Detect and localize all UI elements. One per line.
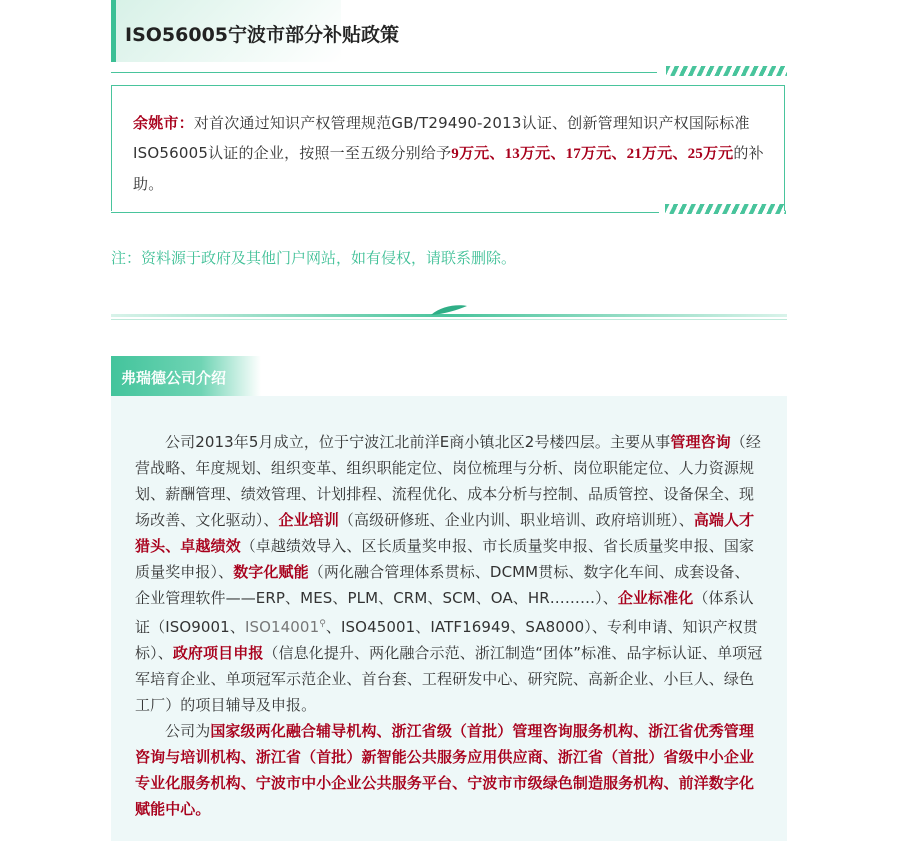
- header-stripes: [666, 66, 787, 76]
- intro-text: （卓越绩效导入、区长质量奖申报、市长质量奖申报、省长质量奖申报、国家质量奖申报）、: [135, 537, 755, 581]
- intro-text: （两化融合管理体系贯标、DCMM贯标、数字化车间、成套设备、 企业管理软件——ERP、MES、PLM、CRM、SCM、OA、HR………）、: [135, 563, 750, 607]
- policy-box: [111, 85, 785, 211]
- intro-text: 公司为: [165, 722, 211, 740]
- intro-text: （高级研修班、企业内训、职业培训、政府培训班）、: [338, 511, 694, 529]
- divider-line: [111, 319, 787, 320]
- intro-paragraph-2: [135, 718, 765, 822]
- policy-text-b: 的补助。: [133, 144, 764, 193]
- intro-highlight: 企业标准化: [617, 589, 694, 607]
- intro-link-text[interactable]: ISO14001: [244, 618, 320, 636]
- company-intro-title: 弗瑞德公司介绍: [121, 369, 227, 387]
- section-divider: [111, 310, 787, 324]
- source-note: 注：资料源于政府及其他门户网站，如有侵权，请联系删除。: [111, 249, 517, 267]
- intro-highlight: 政府项目申报: [172, 644, 264, 662]
- intro-highlight: 国家级两化融合辅导机构、浙江省级（首批）管理咨询服务机构、浙江省优秀管理咨询与培训机构、浙江省（首批）新智能公共服务应用供应商、浙江省（首批）省级中小企业专业化服务机构、宁波市中小企业公共服务平台、宁波市市级绿色制造服务机构、前洋数字化赋能中心。: [135, 722, 755, 818]
- header-underline: [111, 72, 657, 73]
- header-accent-bar: [111, 0, 116, 62]
- leaf-icon: [429, 304, 469, 316]
- policy-text-a: 对首次通过知识产权管理规范GB/T29490-2013认证、创新管理知识产权国际标准ISO56005认证的企业，按照一至五级分别给予: [133, 114, 750, 162]
- intro-text: （体系认证（ISO9001、: [135, 589, 754, 636]
- company-intro-content: [135, 429, 765, 822]
- search-icon[interactable]: ⚲: [319, 619, 326, 629]
- intro-text: （经营战略、年度规划、组织变革、组织职能定位、岗位梳理与分析、岗位职能定位、人力资源规划、薪酬管理、绩效管理、计划排程、流程优化、成本分析与控制、品质管控、设备保全、现场改善、文化驱动）、: [135, 433, 761, 529]
- section-header: [111, 0, 787, 75]
- intro-text: （信息化提升、两化融合示范、浙江制造“团体”标准、品字标认证、单项冠军培育企业、单项冠军示范企业、首台套、工程研发中心、研究院、高新企业、小巨人、绿色工厂）的项目辅导及申报。: [135, 644, 763, 714]
- intro-text: 公司2013年5月成立，位于宁波江北前洋E商小镇北区2号楼四层。主要从事: [165, 433, 671, 451]
- box-bottom-line: [111, 212, 659, 213]
- policy-amounts: 9万元、13万元、17万元、21万元、25万元: [451, 146, 734, 162]
- company-intro-tab: [111, 356, 261, 396]
- intro-paragraph-1: [135, 429, 765, 718]
- policy-text: [133, 108, 773, 199]
- box-stripes: [665, 204, 786, 214]
- intro-highlight: 企业培训: [278, 511, 339, 529]
- intro-highlight: 高端人才猎头、卓越绩效: [135, 511, 755, 555]
- company-intro-box: [111, 396, 787, 841]
- intro-text: 、ISO45001、IATF16949、SA8000）、专利申请、知识产权贯标）、: [135, 618, 758, 662]
- intro-highlight: 管理咨询: [670, 433, 731, 451]
- policy-city: 余姚市：: [133, 114, 194, 132]
- section-title: ISO56005宁波市部分补贴政策: [125, 24, 400, 46]
- intro-highlight: 数字化赋能: [233, 563, 309, 581]
